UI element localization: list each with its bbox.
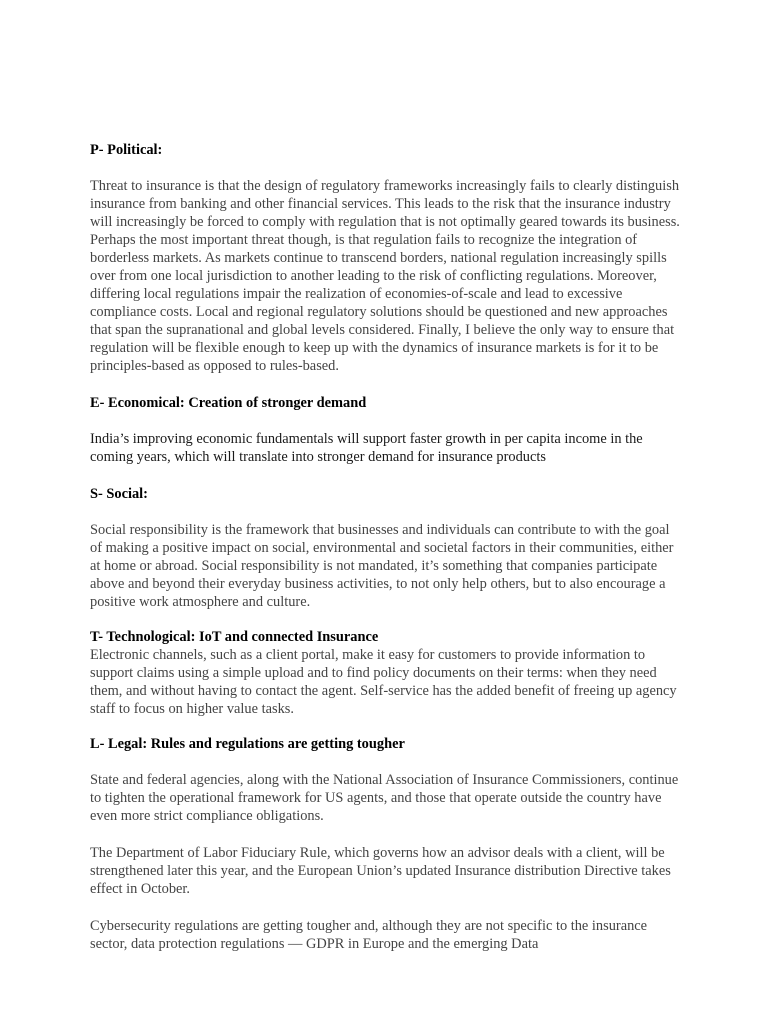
political-heading: P- Political: [90, 142, 163, 158]
political-paragraph: Threat to insurance is that the design of regulatory frameworks increasingly fails to clearly distinguish insurance from banking and other financial services. This leads to the risk that the insurance industry will increasingly be forced to comply with regulation that is not optimally geared towards its business. Perhaps the most important threat though, is that regulation fails to recognize the integration of borderless markets. As markets continue to transcend borders, national regulation increasingly spills over from one local jurisdiction to another leading to the risk of conflicting regulations. Moreover, differing local regulations impair the realization of economies-of-scale and lead to excessive compliance costs. Local and regional regulatory solutions should be questioned and new approaches that span the supranational and global levels considered. Finally, I believe the only way to ensure that regulation will be flexible enough to keep up with the dynamics of insurance markets is for it to be principles-based as opposed to rules-based. [90, 178, 680, 374]
social-heading: S- Social: [90, 486, 148, 502]
social-paragraph: Social responsibility is the framework that businesses and individuals can contribute to with the goal of making a positive impact on social, environmental and societal factors in their communities, either at home or abroad. Social responsibility is not mandated, it’s something that companies participate above and beyond their everyday business activities, to not only help others, but to also encourage a positive work atmosphere and culture. [90, 522, 674, 610]
legal-heading: L- Legal: Rules and regulations are getting tougher [90, 736, 405, 752]
legal-paragraph-3: Cybersecurity regulations are getting tougher and, although they are not specific to the insurance sector, data protection regulations — GDPR in Europe and the emerging Data [90, 918, 648, 952]
economical-paragraph: India’s improving economic fundamentals will support faster growth in per capita income in the coming years, which will translate into stronger demand for insurance products [90, 431, 643, 465]
legal-paragraph-2: The Department of Labor Fiduciary Rule, which governs how an advisor deals with a client, will be strengthened later this year, and the European Union’s updated Insurance distribution Directive takes effect in October. [90, 845, 671, 897]
document-page [90, 141, 680, 953]
economical-heading: E- Economical: Creation of stronger demand [90, 395, 367, 411]
technological-paragraph: Electronic channels, such as a client portal, make it easy for customers to provide information to support claims using a simple upload and to find policy documents on their terms: when they need them, and without having to contact the agent. Self-service has the added benefit of freeing up agency staff to focus on higher value tasks. [90, 647, 677, 717]
legal-paragraph-1: State and federal agencies, along with the National Association of Insurance Commissioners, continue to tighten the operational framework for US agents, and those that operate outside the country have even more strict compliance obligations. [90, 772, 679, 824]
technological-heading: T- Technological: IoT and connected Insurance [90, 629, 379, 645]
